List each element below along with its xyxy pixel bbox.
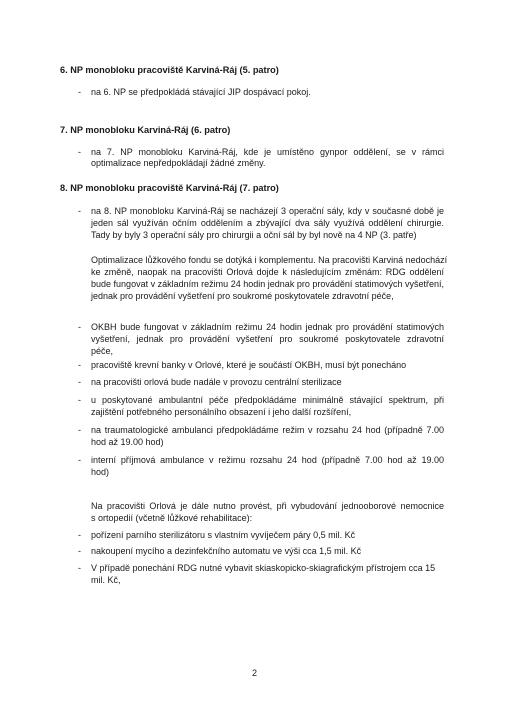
bullet-text: hod)	[91, 467, 110, 477]
bullet-text: Tady by byly 3 operační sály pro chirurgii a oční sál by byl nově na 4 NP (3. patře)	[91, 230, 417, 240]
bullet-dash: -	[78, 377, 81, 387]
bullet-text: V případě ponechání RDG nutné vybavit skiaskopicko-skiagrafickým přístrojem cca 15	[91, 563, 436, 573]
bullet-text: na 6. NP se předpokládá stávající JIP dospávací pokoj.	[91, 87, 311, 97]
bullet-text: hod až 19.00 hod)	[91, 437, 164, 447]
bullet-text: mil. Kč,	[91, 575, 121, 585]
bullet-dash: -	[78, 563, 81, 573]
paragraph-line: jednak pro provádění vyšetření pro soukromé poskytovatele zdravotní péče,	[91, 291, 394, 301]
bullet-dash: -	[78, 322, 81, 332]
bullet-text: péče,	[91, 346, 114, 356]
section-heading: 8. NP monobloku pracoviště Karviná-Ráj (7. patro)	[60, 183, 279, 193]
bullet-text: na 8. NP monobloku Karviná-Ráj se nacházejí 3 operační sály, kdy v současné době je	[91, 206, 444, 216]
section-heading: 6. NP monobloku pracoviště Karviná-Ráj (5. patro)	[60, 65, 279, 75]
bullet-text: vyšetření, jednak pro provádění vyšetření pro soukromé poskytovatele zdravotní	[91, 334, 444, 344]
paragraph-line: Optimalizace lůžkového fondu se dotýká i komplementu. Na pracovišti Karviná nedochází	[91, 255, 448, 265]
paragraph-line: s ortopedií (včetně lůžkové rehabilitace):	[91, 513, 253, 523]
bullet-dash: -	[78, 455, 81, 465]
bullet-dash: -	[78, 360, 81, 370]
bullet-dash: -	[78, 147, 81, 157]
paragraph-line: ke změně, naopak na pracovišti Orlová dojde k následujícím změnám: RDG oddělení	[91, 267, 444, 277]
bullet-dash: -	[78, 206, 81, 216]
bullet-text: na pracovišti orlová bude nadále v provozu centrální sterilizace	[91, 377, 342, 387]
bullet-dash: -	[78, 530, 81, 540]
bullet-dash: -	[78, 87, 81, 97]
bullet-dash: -	[78, 395, 81, 405]
bullet-text: u poskytované ambulantní péče předpokládáme minimálně stávající spektrum, při	[91, 395, 444, 405]
bullet-text: OKBH bude fungovat v základním režimu 24 hodin jednak pro provádění statimových	[91, 322, 444, 332]
bullet-text: zajištění potřebného personálního obsazení i jeho další rozšíření,	[91, 407, 352, 417]
bullet-dash: -	[78, 546, 81, 556]
page-number: 2	[251, 668, 257, 678]
bullet-text: optimalizace nepředpokládají žádné změny.	[91, 158, 266, 168]
bullet-text: nakoupení mycího a dezinfekčního automatu ve výši cca 1,5 mil. Kč	[91, 546, 362, 556]
bullet-dash: -	[78, 425, 81, 435]
section-heading: 7. NP monobloku Karviná-Ráj (6. patro)	[60, 125, 231, 135]
paragraph-line: bude fungovat v základním režimu 24 hodin jednak pro provádění statimových vyšetření,	[91, 279, 444, 289]
paragraph-line: Na pracovišti Orlová je dále nutno provést, při vybudování jednooborové nemocnice	[91, 501, 444, 511]
bullet-text: jeden sál využíván očním oddělením a zbývající dva sály využívá oddělení chirurgie.	[91, 218, 444, 228]
bullet-text: interní příjmová ambulance v režimu rozsahu 24 hod (případně 7.00 hod až 19.00	[91, 455, 444, 465]
bullet-text: na 7. NP monobloku Karviná-Ráj, kde je umístěno gynpor oddělení, se v rámci	[91, 147, 444, 157]
bullet-text: na traumatologické ambulanci předpokládáme režim v rozsahu 24 hod (případně 7.00	[91, 425, 444, 435]
bullet-text: pracoviště krevní banky v Orlové, které je součástí OKBH, musí být ponecháno	[91, 360, 407, 370]
bullet-text: pořízení parního sterilizátoru s vlastním vyvíječem páry 0,5 mil. Kč	[91, 530, 356, 540]
